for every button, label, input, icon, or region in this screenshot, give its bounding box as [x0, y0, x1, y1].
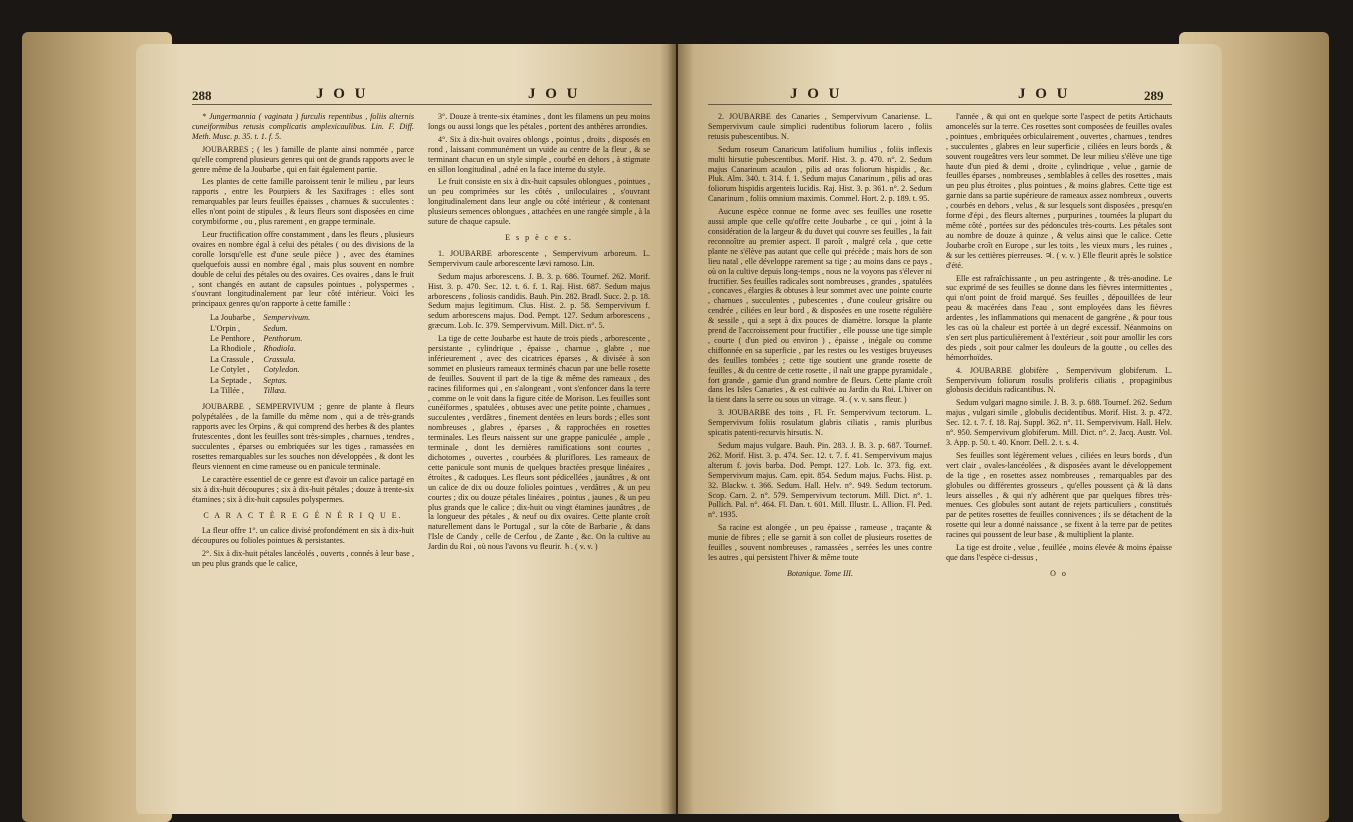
genus-latin: Cotyledon. [263, 365, 300, 375]
genus-french: La Joubarbe , [210, 313, 255, 323]
paragraph: JOUBARBE , SEMPERVIVUM ; genre de plante à fleurs polypétalées , de la famille du même nom , qui a de très-grands rapports avec les Orpins , & qui comprend des herbes & des plantes frutescentes , dont les feuilles sont très-simples , charnues , tendres , succulentes , éparses ou embriquées sur les tiges , ramassées en rosettes remarquables sur les souches non développées , & dont les fleurs viennent en cime rameuse ou en panicule terminale. [192, 402, 414, 471]
paragraph: Leur fructification offre constamment , dans les fleurs , plusieurs ovaires en nombre égal à celui des pétales ( ou des divisions de la corolle lorsqu'elle est d'une seule pièce ) , avec des étamines quelquefois aussi en nombre égal , mais plus souvent en nombre double de celui des pétales ou des ovaires. Ces ovaires , dans le fruit , sont changés en autant de capsules pointues , polyspermes , s'ouvrant longitudinalement par leur côté intérieur. Voici les principaux genres qu'on rapporte à cette famille : [192, 229, 414, 309]
paragraph: Les plantes de cette famille paroissent tenir le milieu , par leurs rapports , entre les Pourpiers & les Saxifrages : elles sont remarquables par leurs feuilles épaisses , charnues & succulentes : elles n'ont point de stipules , & leurs fleurs sont disposées en cime corymbiforme , ou , plus rarement , en grappe terminale. [192, 177, 414, 227]
page-footer: Botanique. Tome III. [787, 568, 853, 578]
paragraph: Aucune espèce connue ne forme avec ses feuilles une rosette aussi ample que celle qu'offre cette Joubarbe , ce qui , joint à la considération de la largeur & du duvet qui couvre ses feuilles , la fait reconnoître au premier aspect. Il paroît , malgré cela , que cette plante ne s'élève pas autant que celle qui précède ; mais hors de son lieu natal , elle développe rarement sa tige ; au moins dans ce pays , où on la cultive depuis long-temps , nous ne la voyons pas s'élever ni fructifier. Ses feuilles radicales sont nombreuses , grandes , spatulées , concaves , élargies & obtuses à leur sommet avec une pointe courte , charnues , succulentes , pubescentes , d'une couleur grisâtre ou cendrée , ciliées en leur bord , & disposées en une rosette régulière & sessile , qui a sept à dix pouces de diamètre. lorsque la plante prend de l'accroissement pour fructifier , elle pousse une tige simple , courte ( d'un pied ou environ ) , épaisse , inégale ou comme chiffonnée en sa superficie , par les restes ou les vestiges bruyeuses des feuilles tombées ; cette tige soutient une grande rosette de feuilles , & du centre de cette rosette , il naît une grappe pyramidale , fort grande , garnie d'un grand nombre de fleurs. Cette plante croît dans les Isles Canaries , & est cultivée au Jardin du Roi. L'hiver on la tient dans la serre ou sous un vitrage. ♃. ( v. v. sans fleur. ) [708, 207, 932, 405]
running-head-left-2: J O U [528, 86, 581, 102]
genus-latin: Septas. [263, 375, 288, 385]
paragraph: * Jungermannia ( vaginata ) furculis repentibus , foliis alternis cuneiformibus retusis complicatis amplexicaulibus. Lin. F. Diff. Meth. Musc. p. 35. t. 1. f. 5. [192, 112, 414, 141]
paragraph: Sa racine est alongée , un peu épaisse , rameuse , traçante & munie de fibres ; elle se garnit à son collet de plusieurs rosettes de feuilles , souvent nombreuses , ramassées , serrées les unes contre les autres , qui persistent l'hiver & même toute [708, 523, 932, 562]
paragraph: Sedum vulgari magno simile. J. B. 3. p. 688. Tournef. 262. Sedum majus , vulgari simile , globulis decidentibus. Morif. Hist. 3. p. 472. Sec. 12. t. 7. f. 18. Raj. Suppl. 362. n°. 11. Sempervivum. Hall. Helv. n°. 950. Sempervivum globiferum. Mill. Dict. n°. 2. Jacq. Austr. Vol. 3. App. p. 50. t. 40. Knorr. Dell. 2. t. s. 4. [946, 398, 1172, 447]
genus-french: La Tillée , [210, 386, 244, 396]
header-rule-right [708, 104, 1172, 105]
table-row [210, 334, 318, 344]
paragraph: Elle est rafraîchissante , un peu astringente , & très-anodine. Le suc exprimé de ses feuilles se donne dans les fièvres intermittentes , qui n'ont point de froid marqué. Ses feuilles , dépouillées de leur peau & macérées dans l'eau , sont employées dans les fièvres ardentes , les inflammations qui menacent de gangrène , & pour tous les cas où la chaleur est portée à un degré excessif. Néanmoins on s'en sert plus particulièrement à l'extérieur , soit pour amollir les cors des pieds , soit pour calmer les douleurs de la goutte , ou celles des hémorrhoïdes. [946, 273, 1172, 362]
page-number-left: 288 [192, 88, 212, 103]
genus-french: La Crassule , [210, 354, 254, 364]
running-head-right-2: J O U [1018, 86, 1071, 102]
paragraph: JOUBARBES ; ( les ) famille de plante ainsi nommée , parce qu'elle comprend plusieurs genres qui ont de grands rapports avec le genre même de la Joubarbe , qui en fait également partie. [192, 144, 414, 174]
genus-french: Le Cotylet , [210, 365, 250, 375]
genera-table [210, 313, 318, 396]
running-head-left: J O U [316, 86, 369, 102]
paragraph: 2°. Six à dix-huit pétales lancéolés , ouverts , connés à leur base , un peu plus grands que le calice, [192, 549, 414, 569]
paragraph: Le fruit consiste en six à dix-huit capsules oblongues , pointues , un peu comprimées sur les côtés , uniloculaires , s'ouvrant longitudinalement dans leur angle ou côté intérieur , & contenant plusieurs semences oblongues , attachées en une rangée simple , à la suture de chaque capsule. [428, 177, 650, 227]
table-row [210, 324, 318, 334]
genus-french: Le Penthore , [210, 334, 255, 344]
genus-french: La Septade , [210, 375, 252, 385]
genus-latin: Rhodiola. [263, 344, 296, 354]
section-heading: C A R A C T È R E G É N É R I Q U E. [203, 510, 403, 520]
section-heading: E s p è c e s. [505, 232, 573, 242]
paragraph: La tige est droite , velue , feuillée , moins élevée & moins épaisse que dans l'espèce ci-dessus , [946, 543, 1172, 562]
page-number-right: 289 [1144, 88, 1164, 103]
paragraph: l'année , & qui ont en quelque sorte l'aspect de petits Artichauts amoncelés sur la terre. Ces rosettes sont composées de feuilles ovales , pointues , embriquées orbiculairement , ouvertes , charnues , tendres , succulentes , glabres en leur superficie , ciliées en leurs bords , & souvent rougeâtres vers leur sommet. De leur milieu s'élève une tige haute d'un pied & demi , droite , cylindrique , velue , garnie de feuilles éparses , nombreuses , semblables à celles des rosettes , mais un peu plus étroites , plus pointues , & moins glabres. Cette tige est garnie dans sa partie supérieure de rameaux assez nombreux , ouverts , courbés en dehors , velus , & sur lesquels sont disposées , presqu'en forme d'épi , des fleurs alternes , purpurines , tournées la plupart du même côté , portées sur des pédoncules très-courts. Les pétales sont au nombre de douze à quinze , & velus ainsi que le calice. Cette Joubarbe croît en Europe , sur les toits , les vieux murs , les ruines , & sur les cettières pierreuses. ♃. ( v. v. ) Elle fleurit après le solstice d'été. [946, 112, 1172, 270]
table-row [210, 386, 318, 396]
genus-latin: Penthorum. [263, 334, 303, 344]
genus-latin: Tillæa. [263, 386, 287, 396]
genus-latin: Crassula. [263, 354, 296, 364]
table-row [210, 365, 318, 375]
paragraph: Sedum majus vulgare. Bauh. Pin. 283. J. B. 3. p. 687. Tournef. 262. Morif. Hist. 3. p. 474. Sec. 12. t. 7. f. 41. Sempervivum majus alterum f. jovis barba. Dod. Pempt. 127. Lob. Ic. 373. fig. ext. Sempervivum majus. Cam. epit. 854. Sedum majus. Fuchs. Hist. p. 32. Blackw. t. 366. Sedum. Hall. Helv. n°. 949. Sedum tectorum. Scop. Carn. 2. n°. 579. Sempervivum tectorum. Mill. Dict. n°. 1. Pollich. Pal. n°. 464. Fl. Dan. t. 601. Mill. Illustr. L. Allion. Fl. Ped. n°. 1935. [708, 441, 932, 520]
signature-mark: O o [1050, 568, 1068, 578]
paragraph: Le caractère essentiel de ce genre est d'avoir un calice partagé en six à dix-huit découpures ; six à dix-huit pétales ; douze à trente-six étamines ; six à dix-huit capsules polyspermes. [192, 474, 414, 504]
table-row [210, 313, 318, 323]
right-page-column-2 [946, 112, 1172, 585]
paragraph: Sedum roseum Canaricum latifolium humilius , foliis inflexis multi hirsutie pubescentibus. Morif. Hist. 3. p. 470. n°. 2. Sedum majus Canarinum acaulon , pilis ad oras foliorum hispidis , &c. Pluk. Alm. 340. t. 314. f. 1. Sedum majus Canarinum , pilis ad oras foliorum hispidis argenteis lucidis. Raj. Hist. 3. p. 361. n°. 2. Sedum Canarinum , foliis omnium maximis. Commel. Hort. 2. p. 189. t. 95. [708, 144, 932, 204]
table-row [210, 344, 318, 354]
running-head-right: J O U [790, 86, 843, 102]
table-row [210, 355, 318, 365]
book-spread [8, 14, 1345, 814]
genus-french: L'Orpin , [210, 323, 241, 333]
paragraph: 3. JOUBARBE des toits , Fl. Fr. Sempervivum tectorum. L. Sempervivum foliis rosulatum glabris ciliatis , ramis pluribus spicatis patenti-recurvis hirsutis. N. [708, 408, 932, 438]
genus-latin: Sedum. [263, 323, 288, 333]
table-row [210, 376, 318, 386]
genus-latin: Sempervivum. [263, 313, 311, 323]
paragraph: Ses feuilles sont légèrement velues , ciliées en leurs bords , d'un vert clair , ovales-lancéolées , & disposées avant le développement de la tige , en rosettes assez nombreuses , remarquables par des globules ou différentes grosseurs , qu'elles poussent çà & là dans leurs aisselles , & qui n'y adhèrent que par quelques fibres très-menues. Ces globules sont autant de rejets particuliers , constitués par de petites rosettes de feuilles connivences ; ils se détachent de la rosette qui leur a donné naissance , se fixent à la terre par de petites racines qui poussent de leur base , & multiplient la plante. [946, 450, 1172, 540]
left-page-column-1 [192, 112, 414, 572]
paragraph: 4. JOUBARBE globifère , Sempervivum globiferum. L. Sempervivum foliorum rosulis proliferis ciliatis , propaginibus globosis deciduis radicantibus. N. [946, 365, 1172, 395]
paragraph: La fleur offre 1°. un calice divisé profondément en six à dix-huit découpures ou folioles pointues & persistantes. [192, 526, 414, 546]
right-page [678, 44, 1222, 814]
right-page-column-1 [708, 112, 932, 585]
paragraph: 4°. Six à dix-huit ovaires oblongs , pointus , droits , disposés en rond , laissant communément un vuide au centre de la fleur , & se terminant chacun en un style simple , courbé en dehors , à stigmate en sillon longitudinal , adné en la face interne du style. [428, 134, 650, 174]
paragraph: Sedum majus arborescens. J. B. 3. p. 686. Tournef. 262. Morif. Hist. 3. p. 470. Sec. 12. t. 6. f. 1. Raj. Hist. 687. Sedum majus arborescens , foliosis candidis. Bauh. Pin. 282. Bradl. Succ. 2. p. 18. Sedum majus legitimum. Clus. Hist. 2. p. 58. Sempervivum f. sedum arborescens majus. Dod. Pempt. 127. Sedum arborescens , græcum. Lob. Ic. 379. Sempervivum. Mill. Dict. n°. 5. [428, 271, 650, 331]
left-page [136, 44, 676, 814]
paragraph: La tige de cette Joubarbe est haute de trois pieds , arborescente , persistante , cylindrique , épaisse , charnue , glabre , nue inférieurement , avec des cicatrices éparses , & divisée à son sommet en plusieurs rameaux terminés chacun par une belle rosette de feuilles. Souvent il part de la tige & même des rameaux , des racines filiformes qui , en s'alongeant , vont s'enfoncer dans la terre , comme on le voit dans la figure citée de Morison. Les feuilles sont cunéiformes , spatulées , obtuses avec une petite pointe , charnues , succulentes , verdâtres , finement dentées en leurs bords ; elles sont nombreuses , glabres , éparses , & rapprochées en rosettes terminales. Les fleurs naissent sur une grappe paniculée , ample , terminale , dont les dernières ramifications sont courtes , dichotomes , ouvertes , courbées & pluriflores. Les rameaux de cette panicule sont munis de quelques bractées presque linéaires , étroites , & caduques. Les fleurs sont pédicellées , jaunâtres , & ont un calice de dix ou douze folioles pointues , verdâtres , & un peu courtes ; dix ou douze pétales linéaires , pointus , jaunes , & un peu plus grands que le calice ; dix-huit ou vingt étamines jaunâtres , de la longueur des pétales , & neuf ou dix ovaires. Cette plante croît naturellement dans le Portugal , sur la côte de Barbarie , & dans l'Isle de Candy , celle de Cerfou , de Zante , &c. On la cultive au Jardin du Roi , où nous l'avons vu fleurir. ♄. ( v. v. ) [428, 334, 650, 552]
header-rule-left [192, 104, 652, 105]
paragraph: 1. JOUBARBE arborescente , Sempervivum arboreum. L. Sempervivum caule arborescente lævi ramoso. Lin. [428, 248, 650, 268]
paragraph: 2. JOUBARBE des Canaries , Sempervivum Canariense. L. Sempervivum caule simplici rudentibus foliorum lacero , foliis retusis pubescentibus. N. [708, 112, 932, 141]
genus-french: La Rhodiole , [210, 344, 256, 354]
left-page-column-2 [428, 112, 650, 555]
paragraph: 3°. Douze à trente-six étamines , dont les filamens un peu moins longs ou aussi longs que les pétales , portent des anthères arrondies. [428, 112, 650, 131]
